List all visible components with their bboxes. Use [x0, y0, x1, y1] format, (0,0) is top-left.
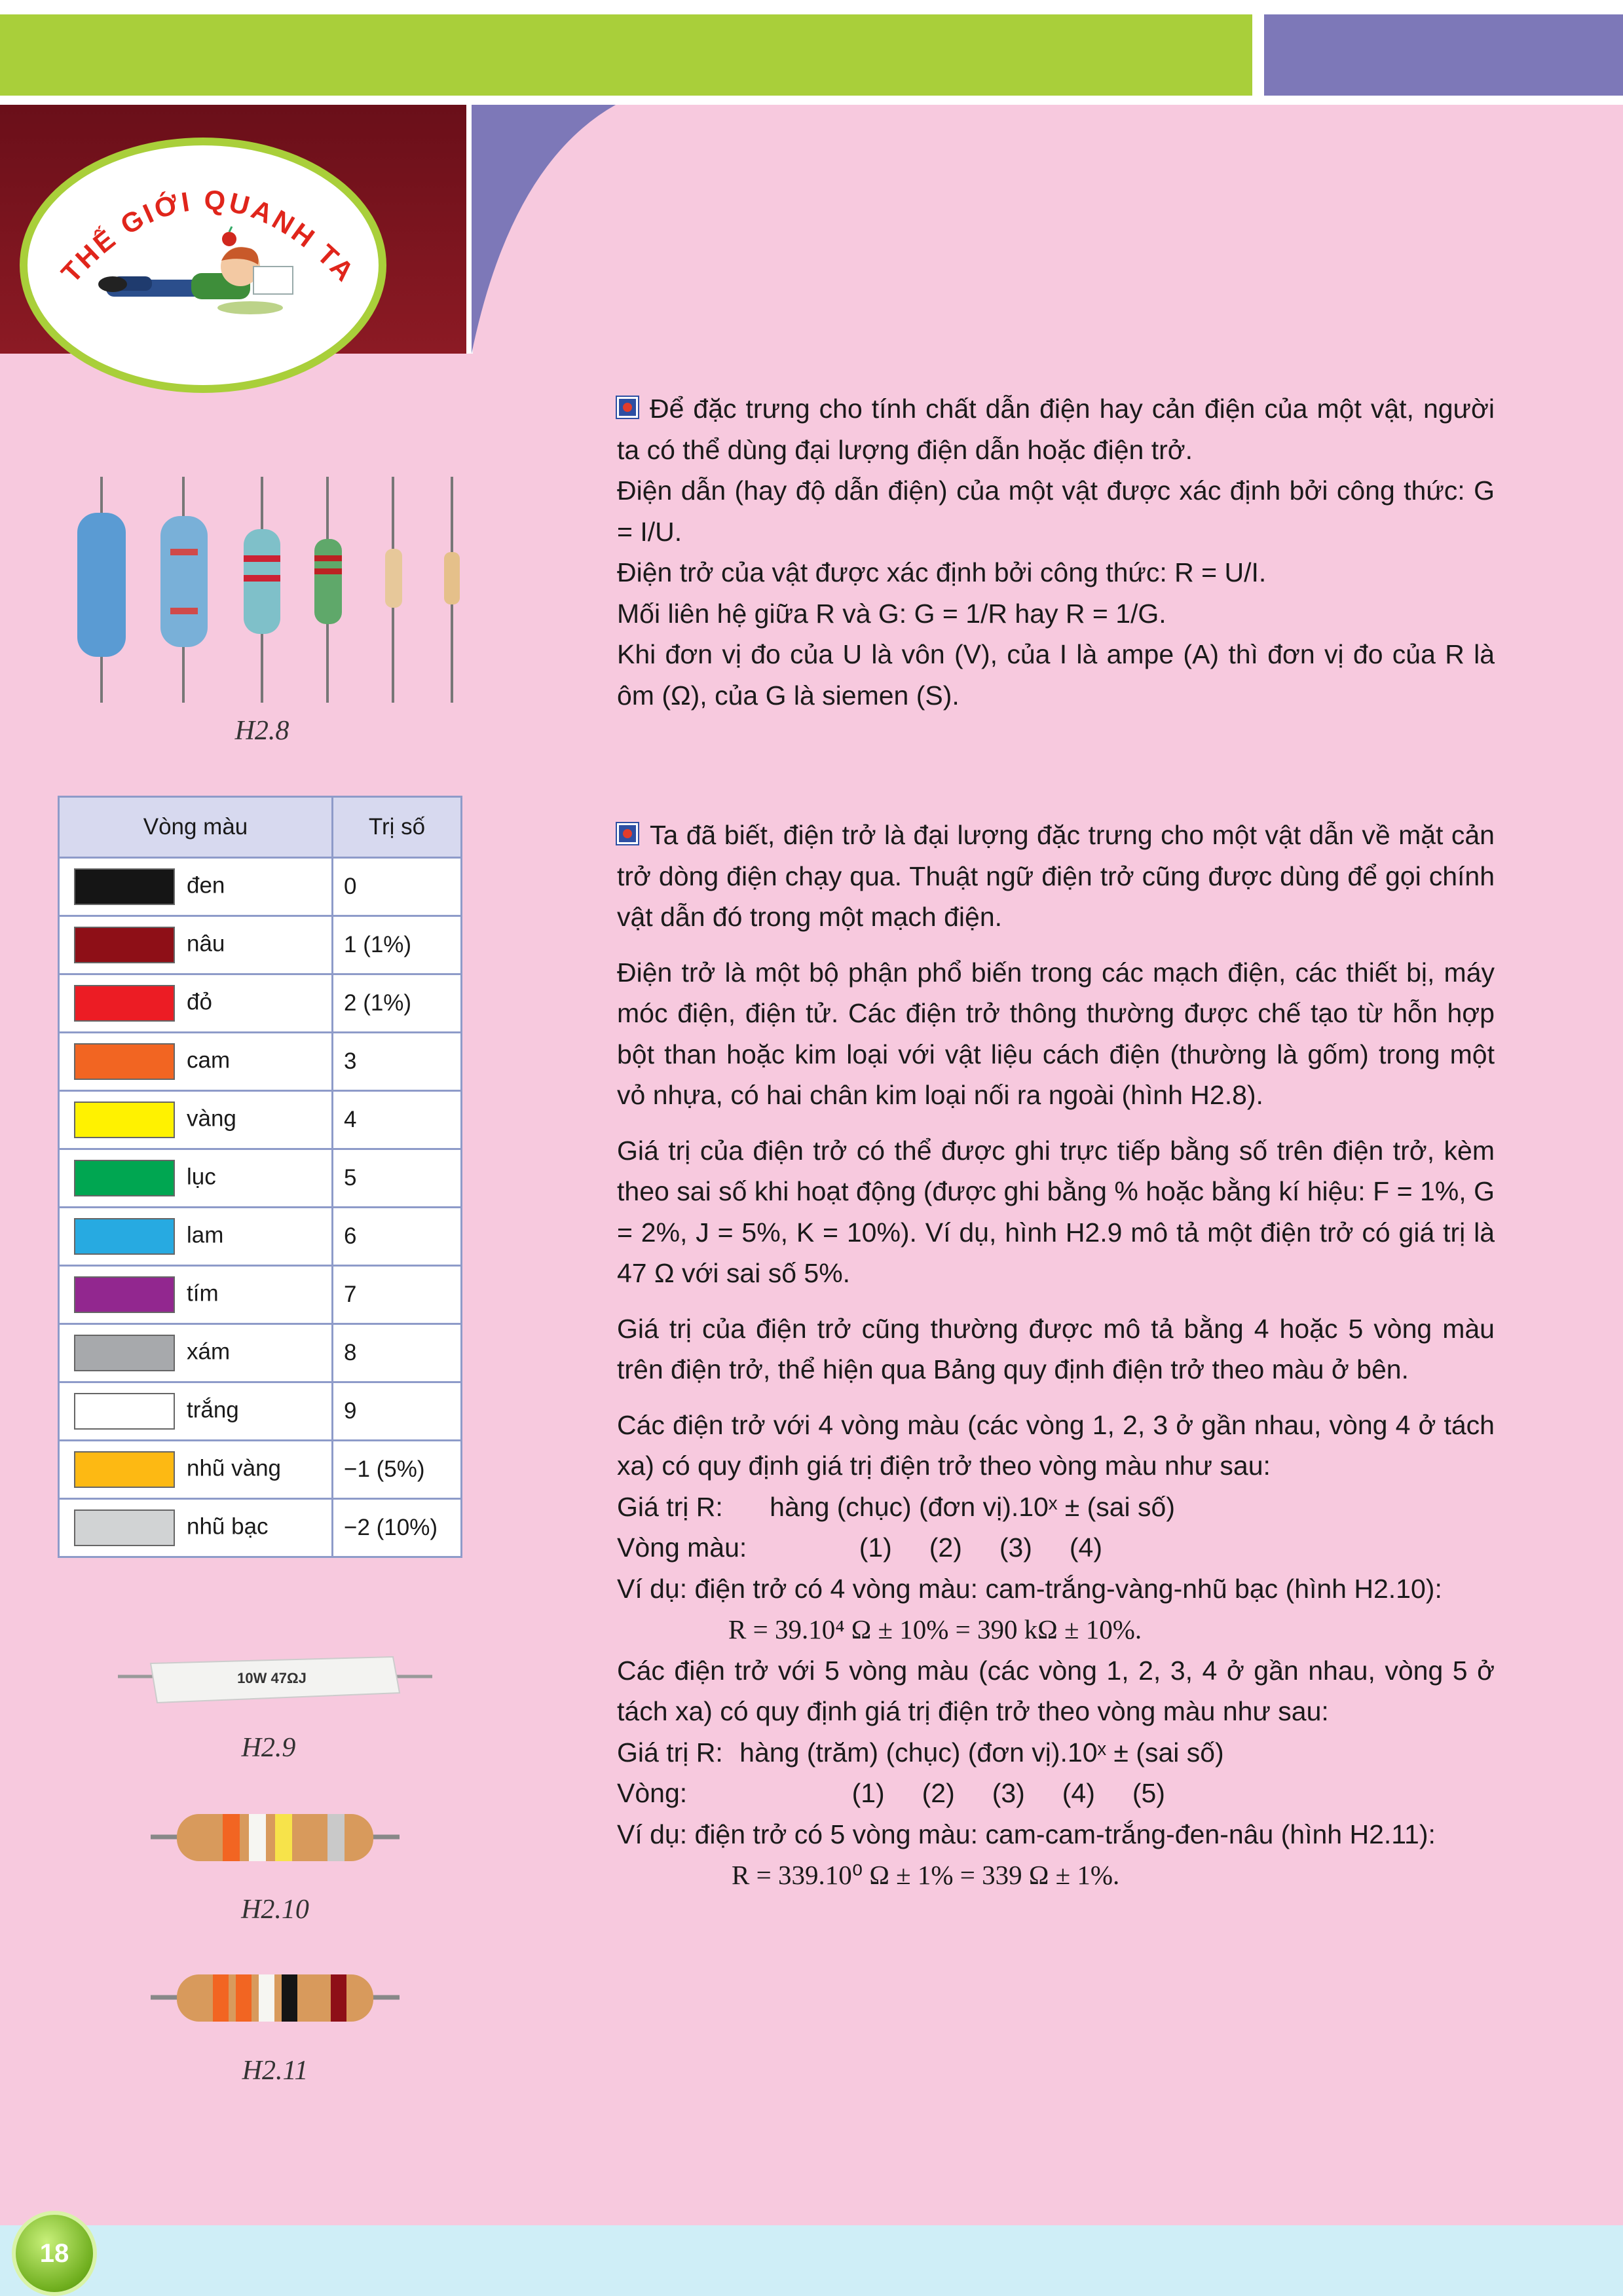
formula-4band-expression: hàng (chục) (đơn vị).10ˣ ± (sai số)	[770, 1491, 1175, 1522]
color-name: tím	[187, 1280, 219, 1306]
color-name: trắng	[187, 1397, 239, 1423]
color-value: 9	[333, 1382, 462, 1441]
table-row	[59, 1324, 462, 1382]
color-name: lam	[187, 1222, 224, 1248]
color-name-cell	[59, 974, 333, 1033]
section1-line-2: Điện dẫn (hay độ dẫn điện) của một vật được xác định bởi công thức: G = I/U.	[617, 475, 1495, 547]
color-swatch	[74, 1160, 175, 1196]
color-name: nâu	[187, 931, 225, 957]
figure-caption-h211: H2.11	[242, 2056, 308, 2086]
formula-5band	[617, 1732, 1495, 1773]
color-name-cell	[59, 1382, 333, 1441]
color-value: 1 (1%)	[333, 916, 462, 974]
figure-caption-h28: H2.8	[234, 716, 289, 746]
color-name-cell	[59, 1208, 333, 1266]
table-row	[59, 1033, 462, 1091]
power-resistor-photo-h29	[118, 1644, 432, 1716]
top-bar-purple	[1264, 14, 1623, 96]
badge-title-arc	[28, 145, 394, 401]
color-swatch	[74, 1102, 175, 1138]
section-1-text	[617, 388, 1495, 716]
rings-5band-label: Vòng:	[617, 1778, 688, 1808]
section2-paragraph-2: Điện trở là một bộ phận phổ biến trong các mạch điện, các thiết bị, máy móc điện, điện tử. Các điện trở thông thường được chế tạo từ hỗn hợp bột than hoặc kim loại với vật liệu cách điện (thường là gốm) trong một vỏ nhựa, có hai chân kim loại nối ra ngoài (hình H2.8).	[617, 957, 1495, 1110]
color-name-cell	[59, 916, 333, 974]
table-row	[59, 858, 462, 916]
section1-line-3: Điện trở của vật được xác định bởi công thức: R = U/I.	[617, 557, 1267, 587]
color-swatch	[74, 868, 175, 905]
color-name: đỏ	[187, 989, 212, 1015]
color-value: 6	[333, 1208, 462, 1266]
purple-wedge-decoration	[472, 105, 616, 354]
section2-paragraph-3: Giá trị của điện trở có thể được ghi trực tiếp bằng số trên điện trở, kèm theo sai số khi hoạt động (được ghi bằng % hoặc bằng kí hiệu: F = 1%, G = 2%, J = 5%, K = 10%). Ví dụ, hình H2.9 mô tả một điện trở có giá trị là 47 Ω với sai số 5%.	[617, 1135, 1495, 1288]
color-swatch	[74, 1335, 175, 1371]
table-row	[59, 1149, 462, 1208]
table-header-color: Vòng màu	[59, 797, 333, 858]
badge-title: THẾ GIỚI QUANH TA	[55, 184, 362, 289]
color-value: 0	[333, 858, 462, 916]
resistor-5band-photo-h211	[151, 1965, 400, 2030]
bullet-marker-icon	[617, 397, 638, 418]
table-header-value: Trị số	[333, 797, 462, 858]
color-swatch	[74, 1218, 175, 1255]
example-4band: Ví dụ: điện trở có 4 vòng màu: cam-trắng-vàng-nhũ bạc (hình H2.10):	[617, 1573, 1442, 1604]
color-swatch	[74, 927, 175, 963]
section-badge	[20, 138, 386, 393]
formula-4band	[617, 1487, 1495, 1528]
top-bar-green	[0, 14, 1259, 96]
color-name: nhũ vàng	[187, 1455, 282, 1481]
color-value: 4	[333, 1091, 462, 1149]
color-name: nhũ bạc	[187, 1513, 269, 1540]
resistor-4band-photo-h210	[151, 1804, 400, 1870]
section1-line-4: Mối liên hệ giữa R và G: G = 1/R hay R = 1/G.	[617, 598, 1166, 629]
rings-5band-numbers: (1) (2) (3) (4) (5)	[851, 1778, 1165, 1808]
color-name-cell	[59, 1499, 333, 1557]
color-value: 5	[333, 1149, 462, 1208]
color-swatch	[74, 1276, 175, 1313]
color-name-cell	[59, 1441, 333, 1499]
resistors-photo-h28	[65, 477, 472, 703]
page-number-badge	[12, 2211, 97, 2296]
color-swatch	[74, 1509, 175, 1546]
rings-4band	[617, 1527, 1495, 1568]
color-value: 7	[333, 1266, 462, 1324]
color-name-cell	[59, 1149, 333, 1208]
color-name-cell	[59, 1266, 333, 1324]
color-name: đen	[187, 872, 225, 898]
section-2-text	[617, 815, 1495, 1896]
table-row	[59, 974, 462, 1033]
rings-4band-numbers: (1) (2) (3) (4)	[859, 1532, 1103, 1563]
rings-5band	[617, 1773, 1495, 1814]
figure-caption-h29: H2.9	[241, 1733, 296, 1763]
color-swatch	[74, 1043, 175, 1080]
formula-5band-label: Giá trị R:	[617, 1737, 723, 1768]
table-row	[59, 1382, 462, 1441]
color-name-cell	[59, 1091, 333, 1149]
color-value: 8	[333, 1324, 462, 1382]
color-name-cell	[59, 1033, 333, 1091]
color-value: 3	[333, 1033, 462, 1091]
table-row	[59, 1266, 462, 1324]
page-number: 18	[39, 2238, 69, 2268]
color-name: xám	[187, 1339, 231, 1365]
color-value: 2 (1%)	[333, 974, 462, 1033]
table-row	[59, 1208, 462, 1266]
section2-paragraph-1: Ta đã biết, điện trở là đại lượng đặc trưng cho một vật dẫn về mặt cản trở dòng điện chạy qua. Thuật ngữ điện trở cũng được dùng để gọi chính vật dẫn đó trong một mạch điện.	[617, 820, 1495, 932]
table-row	[59, 916, 462, 974]
equation-5band: R = 339.10⁰ Ω ± 1% = 339 Ω ± 1%.	[732, 1860, 1120, 1890]
color-value: −2 (10%)	[333, 1499, 462, 1557]
bullet-marker-icon	[617, 823, 638, 844]
color-value: −1 (5%)	[333, 1441, 462, 1499]
color-name: lục	[187, 1164, 216, 1190]
section2-paragraph-4: Giá trị của điện trở cũng thường được mô tả bằng 4 hoặc 5 vòng màu trên điện trở, thể hiện qua Bảng quy định điện trở theo màu ở bên.	[617, 1313, 1495, 1384]
color-name: cam	[187, 1047, 231, 1073]
table-row	[59, 1441, 462, 1499]
resistor-color-code-table	[58, 796, 462, 1558]
color-swatch	[74, 985, 175, 1022]
section2-paragraph-6: Các điện trở với 5 vòng màu (các vòng 1, 2, 3, 4 ở gần nhau, vòng 5 ở tách xa) có quy định giá trị điện trở theo vòng màu như sau:	[617, 1655, 1495, 1726]
table-row	[59, 1499, 462, 1557]
table-header-row	[59, 797, 462, 858]
color-name-cell	[59, 1324, 333, 1382]
section1-line-1: Để đặc trưng cho tính chất dẫn điện hay cản điện của một vật, người ta có thể dùng đại lượng điện dẫn hoặc điện trở.	[617, 394, 1495, 465]
section1-line-5: Khi đơn vị đo của U là vôn (V), của I là ampe (A) thì đơn vị đo của R là ôm (Ω), của G là siemen (S).	[617, 639, 1495, 711]
formula-5band-expression: hàng (trăm) (chục) (đơn vị).10ˣ ± (sai số)	[739, 1737, 1224, 1768]
color-name-cell	[59, 858, 333, 916]
figure-caption-h210: H2.10	[241, 1895, 309, 1925]
svg-text:THẾ GIỚI QUANH TA	[55, 184, 362, 289]
color-swatch	[74, 1451, 175, 1488]
equation-4band: R = 39.10⁴ Ω ± 10% = 390 kΩ ± 10%.	[728, 1614, 1142, 1644]
rings-4band-label: Vòng màu:	[617, 1532, 747, 1563]
h29-resistor-marking: 10W 47ΩJ	[237, 1670, 307, 1686]
example-5band: Ví dụ: điện trở có 5 vòng màu: cam-cam-trắng-đen-nâu (hình H2.11):	[617, 1819, 1436, 1849]
table-row	[59, 1091, 462, 1149]
color-swatch	[74, 1393, 175, 1430]
color-name: vàng	[187, 1105, 236, 1132]
section2-paragraph-5: Các điện trở với 4 vòng màu (các vòng 1, 2, 3 ở gần nhau, vòng 4 ở tách xa) có quy định giá trị điện trở theo vòng màu như sau:	[617, 1409, 1495, 1481]
footer-bar	[0, 2225, 1623, 2296]
formula-4band-label: Giá trị R:	[617, 1491, 723, 1522]
